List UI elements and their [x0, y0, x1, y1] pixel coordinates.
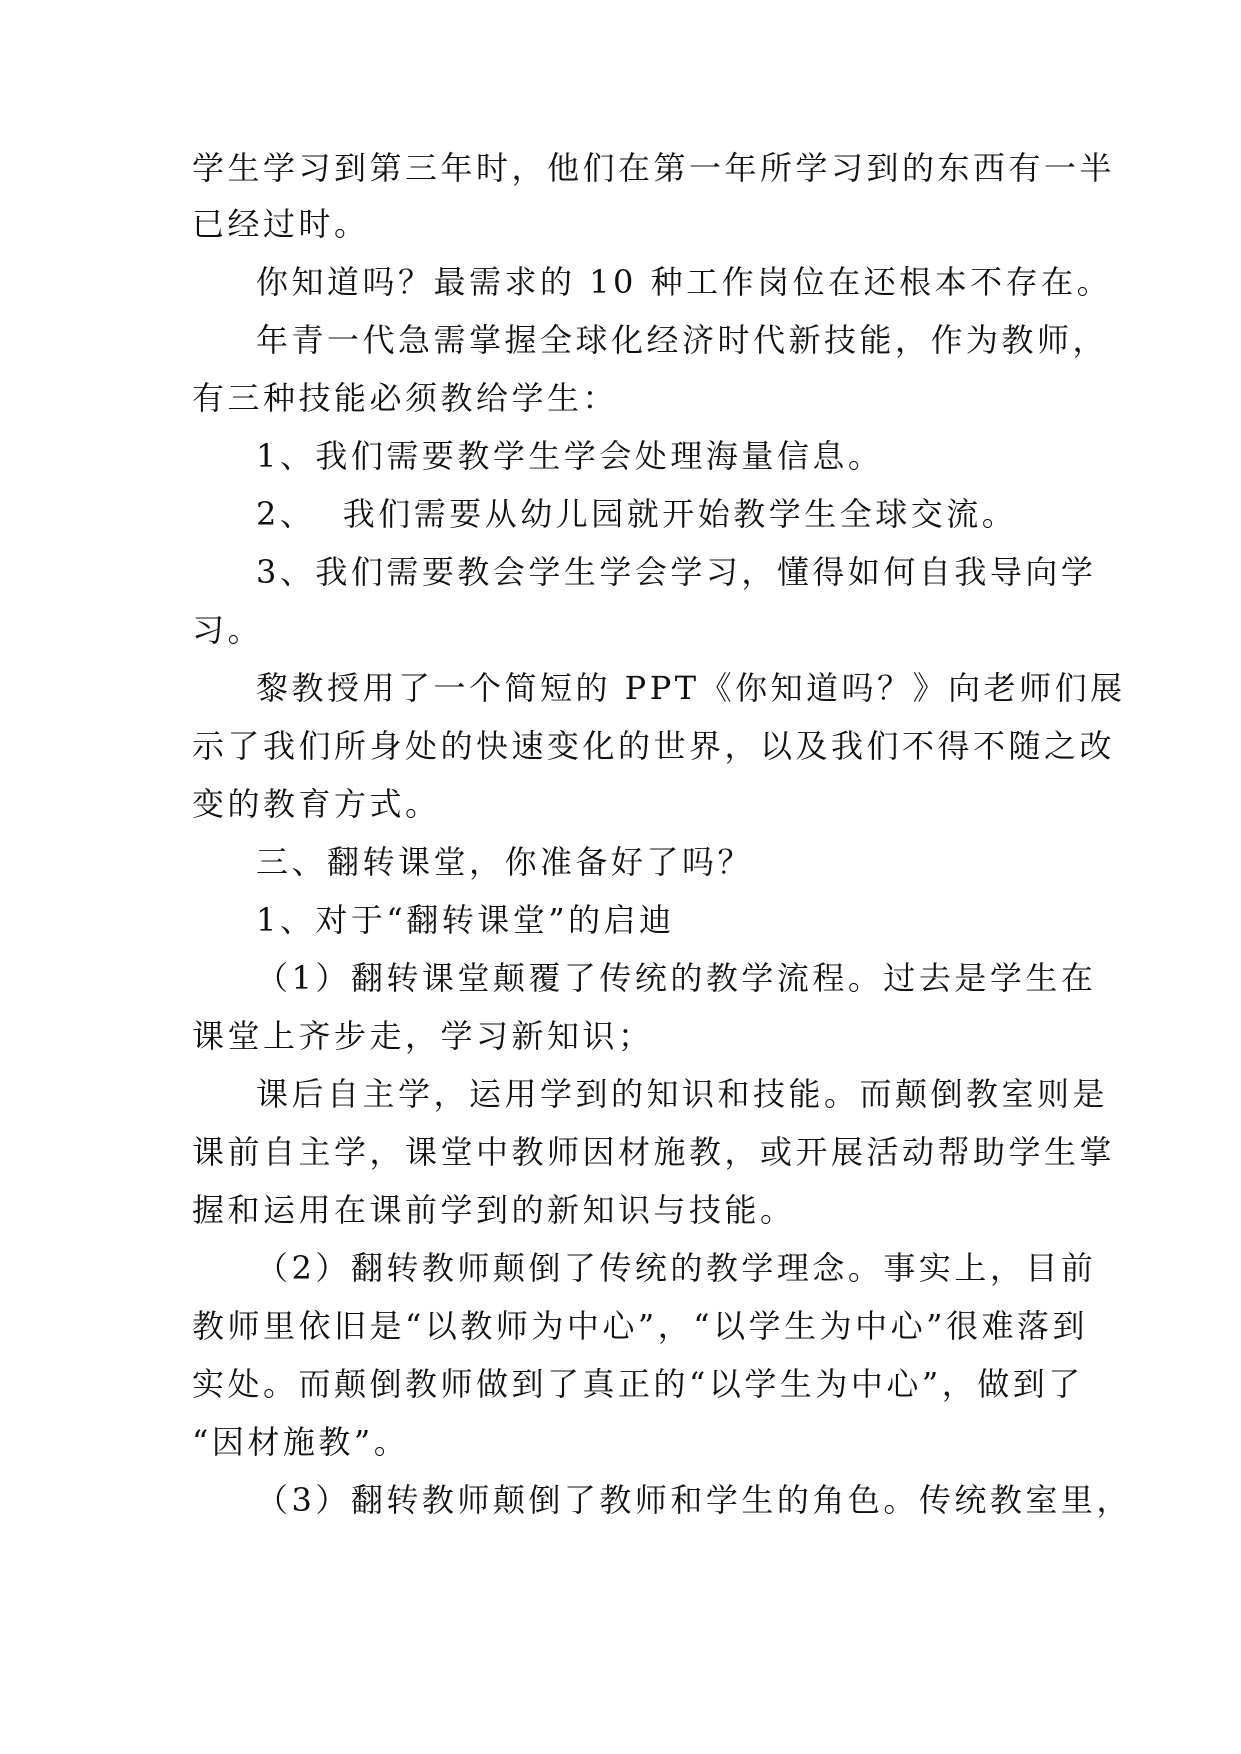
- text-line: （2）翻转教师颠倒了传统的教学理念。事实上，目前: [256, 1249, 1097, 1287]
- text-line: （3）翻转教师颠倒了教师和学生的角色。传统教室里，: [256, 1481, 1132, 1519]
- text-line: 学生学习到第三年时，他们在第一年所学习到的东西有一半: [192, 149, 1116, 187]
- text-line: （1）翻转课堂颠覆了传统的教学流程。过去是学生在: [256, 959, 1097, 997]
- text-line: 你知道吗？最需求的 10 种工作岗位在还根本不存在。: [256, 263, 1113, 301]
- text-line: 实处。而颠倒教师做到了真正的“以学生为中心”，做到了: [192, 1365, 1084, 1403]
- text-line: 黎教授用了一个简短的 PPT《你知道吗？》向老师们展: [256, 669, 1126, 707]
- text-line: 有三种技能必须教给学生：: [192, 379, 619, 417]
- text-line: “因材施教”。: [192, 1423, 410, 1461]
- text-line: 握和运用在课前学到的新知识与技能。: [192, 1191, 796, 1229]
- text-line: 1、我们需要教学生学会处理海量信息。: [256, 437, 884, 475]
- text-line: 年青一代急需掌握全球化经济时代新技能，作为教师，: [256, 321, 1109, 359]
- text-line: 1、对于“翻转课堂”的启迪: [256, 901, 675, 939]
- text-line: 2、 我们需要从幼儿园就开始教学生全球交流。: [256, 495, 1018, 533]
- text-line: 3、我们需要教会学生学会学习，懂得如何自我导向学: [256, 553, 1097, 591]
- text-line: 三、翻转课堂，你准备好了吗？: [256, 843, 754, 881]
- text-line: 课堂上齐步走，学习新知识；: [192, 1017, 654, 1055]
- text-line: 课前自主学，课堂中教师因材施教，或开展活动帮助学生掌: [192, 1133, 1116, 1171]
- text-line: 已经过时。: [192, 205, 370, 243]
- text-line: 变的教育方式。: [192, 785, 441, 823]
- text-line: 习。: [192, 611, 264, 649]
- text-line: 课后自主学，运用学到的知识和技能。而颠倒教室则是: [256, 1075, 1109, 1113]
- text-line: 示了我们所身处的快速变化的世界，以及我们不得不随之改: [192, 727, 1116, 765]
- text-line: 教师里依旧是“以教师为中心”，“以学生为中心”很难落到: [192, 1307, 1088, 1345]
